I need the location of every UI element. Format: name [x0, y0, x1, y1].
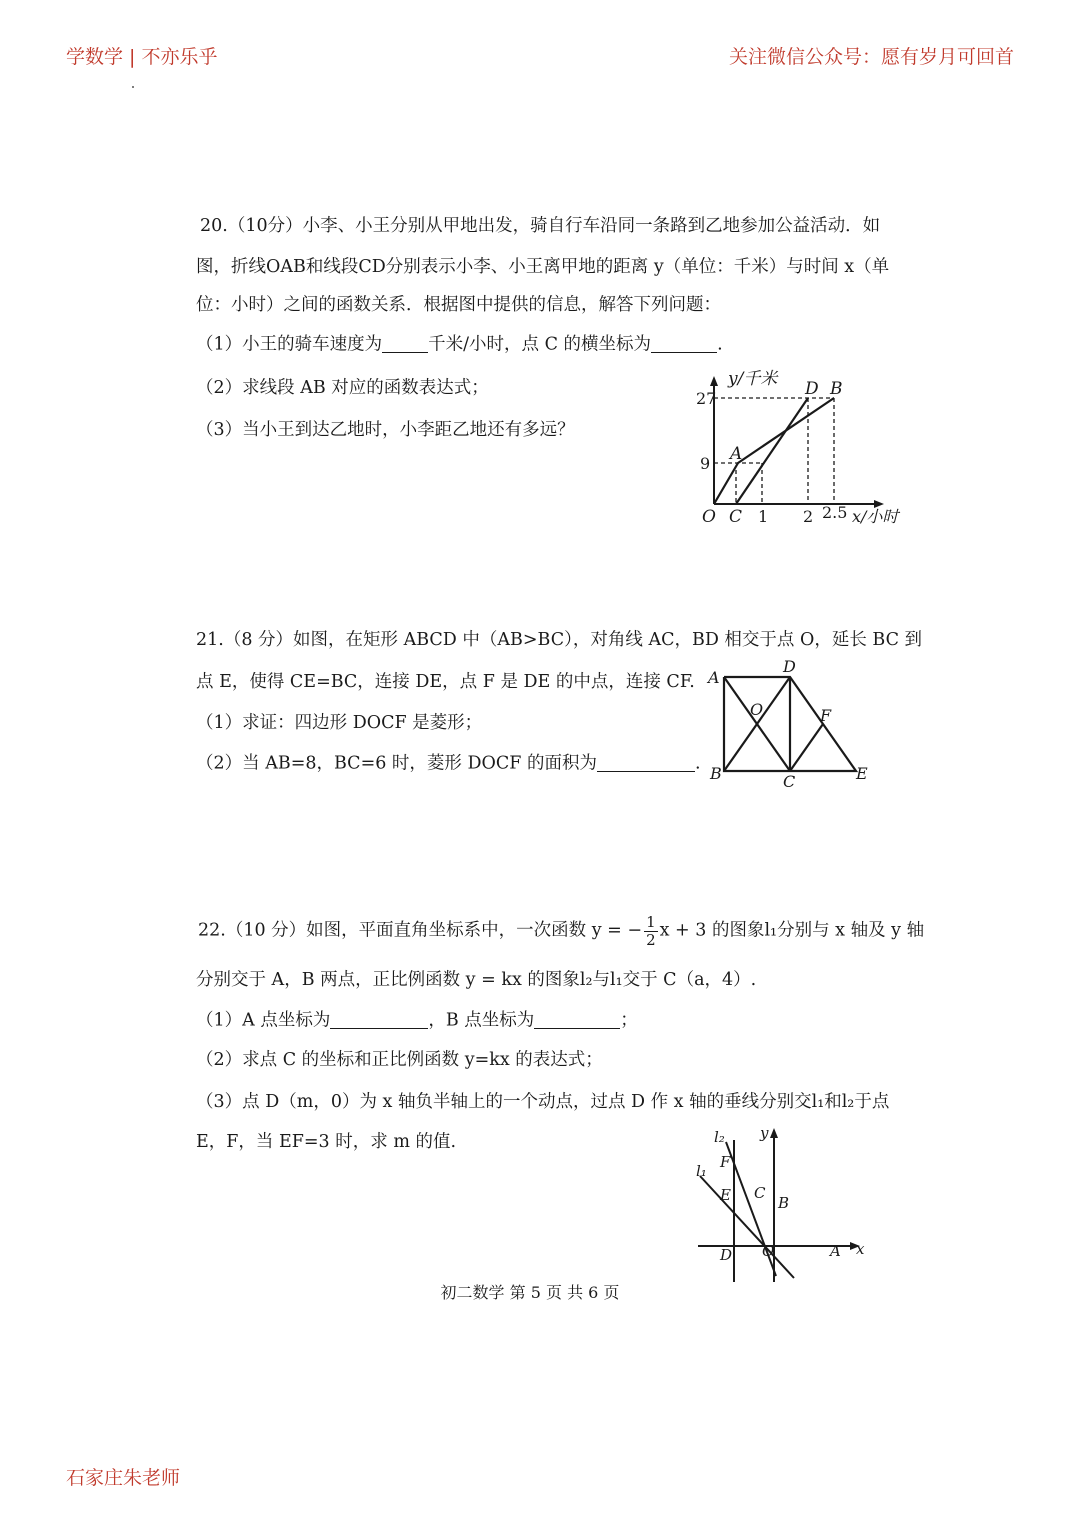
- q21-part2: [196, 753, 701, 775]
- q20-part1: [196, 334, 723, 356]
- q22-label-E: E: [720, 1186, 731, 1204]
- q20-part1-text-a: （1）小王的骑车速度为: [196, 334, 383, 355]
- q20-y-arrow-icon: [710, 376, 718, 386]
- q22-label-x: x: [856, 1240, 865, 1258]
- q22-intro-text-b: x + 3 的图象l₁分别与 x 轴及 y 轴: [659, 920, 925, 941]
- q22-part1: [196, 1010, 638, 1032]
- q20-label-C: C: [729, 507, 743, 527]
- q22-label-B: B: [778, 1194, 790, 1212]
- q22-part1-text-c: ；: [620, 1010, 638, 1031]
- q20-part3: （3）当小王到达乙地时，小李距乙地还有多远？: [196, 420, 575, 440]
- q22-part3-line1: （3）点 D（m，0）为 x 轴负半轴上的一个动点，过点 D 作 x 轴的垂线分别交l₁和l₂于点: [196, 1092, 890, 1112]
- q22-label-y: y: [760, 1124, 769, 1142]
- scan-speck: [132, 86, 134, 88]
- q20-tick-9: 9: [700, 454, 711, 473]
- q22-A-coord-blank[interactable]: [330, 1010, 428, 1029]
- q20-xlabel: x/小时: [852, 507, 899, 526]
- q22-label-l1: l₁: [696, 1162, 707, 1180]
- q21-part2-text-b: .: [694, 753, 701, 774]
- q20-part2: （2）求线段 AB 对应的函数表达式；: [196, 378, 489, 398]
- q21-label-A: A: [708, 668, 720, 687]
- q22-frac-num: 1: [646, 913, 656, 931]
- q22-label-l2: l₂: [714, 1128, 725, 1146]
- q21-rectangle-figure: [706, 655, 876, 795]
- q20-speed-blank[interactable]: [382, 334, 428, 353]
- header-right-text: 关注微信公众号：愿有岁月可回首: [728, 46, 1014, 68]
- q20-intro-line1: 20.（10分）小李、小王分别从甲地出发，骑自行车沿同一条路到乙地参加公益活动．如: [200, 216, 881, 236]
- q22-part2: （2）求点 C 的坐标和正比例函数 y=kx 的表达式；: [196, 1050, 603, 1070]
- q22-B-coord-blank[interactable]: [534, 1010, 620, 1029]
- q21-part1: （1）求证：四边形 DOCF 是菱形；: [196, 713, 483, 733]
- q20-c-abscissa-blank[interactable]: [651, 334, 717, 353]
- q22-part1-text-b: ，B 点坐标为: [428, 1010, 535, 1031]
- q21-label-C: C: [783, 772, 796, 791]
- q22-y-arrow-icon: [770, 1128, 778, 1138]
- q22-intro-text-a: 22.（10 分）如图，平面直角坐标系中，一次函数 y = −: [198, 920, 643, 941]
- q21-part2-text-a: （2）当 AB=8，BC=6 时，菱形 DOCF 的面积为: [196, 753, 597, 774]
- q22-frac-den: 2: [646, 930, 656, 949]
- q21-label-F: F: [820, 706, 832, 725]
- q20-label-B: B: [830, 379, 843, 399]
- q22-fraction: [644, 914, 658, 948]
- q21-area-blank[interactable]: [597, 753, 695, 772]
- q20-label-A: A: [730, 444, 743, 464]
- q20-tick-2: 2: [803, 507, 814, 526]
- q22-coordinate-figure: [692, 1122, 882, 1292]
- q20-label-O: O: [702, 507, 716, 527]
- q20-part1-text-c: .: [717, 334, 723, 355]
- q20-tick-27: 27: [696, 389, 717, 408]
- header-left-text: 学数学 | 不亦乐乎: [66, 46, 218, 68]
- q20-distance-time-graph: [694, 366, 904, 536]
- q22-intro-line2: 分别交于 A，B 两点，正比例函数 y = kx 的图象l₂与l₁交于 C（a，4）.: [196, 970, 757, 990]
- q20-part1-text-b: 千米/小时，点 C 的横坐标为: [428, 334, 652, 355]
- q22-label-F: F: [720, 1153, 731, 1171]
- q22-line-l1: [700, 1176, 794, 1278]
- q21-label-O: O: [750, 700, 764, 719]
- q20-label-D: D: [805, 379, 819, 399]
- q22-label-D: D: [720, 1246, 733, 1264]
- q21-label-D: D: [783, 657, 796, 676]
- q20-ylabel: y/千米: [728, 369, 778, 389]
- q22-part1-text-a: （1）A 点坐标为: [196, 1010, 331, 1031]
- q22-label-O: O: [762, 1242, 775, 1260]
- q20-segment-CD: [736, 398, 808, 504]
- q20-tick-1: 1: [758, 507, 769, 526]
- footer-author: 石家庄朱老师: [66, 1467, 181, 1489]
- q21-label-B: B: [710, 764, 722, 783]
- q21-intro-line2: 点 E，使得 CE=BC，连接 DE，点 F 是 DE 的中点，连接 CF.: [196, 672, 695, 692]
- q20-intro-line2: 图，折线OAB和线段CD分别表示小李、小王离甲地的距离 y（单位：千米）与时间 x（单: [196, 257, 890, 277]
- q20-tick-2-5: 2.5: [822, 503, 848, 522]
- q20-intro-line3: 位：小时）之间的函数关系．根据图中提供的信息，解答下列问题：: [196, 295, 721, 315]
- q22-part3-line2: E，F，当 EF=3 时，求 m 的值.: [196, 1132, 457, 1152]
- q22-label-A: A: [830, 1242, 841, 1260]
- q21-label-E: E: [856, 764, 868, 783]
- q22-intro-line1: [198, 914, 924, 948]
- q21-intro-line1: 21.（8 分）如图，在矩形 ABCD 中（AB>BC），对角线 AC，BD 相交于点 O，延长 BC 到: [196, 630, 923, 650]
- page-number: 初二数学 第 5 页 共 6 页: [440, 1283, 620, 1302]
- q21-segment-CF: [790, 724, 823, 771]
- q22-label-C: C: [754, 1184, 766, 1202]
